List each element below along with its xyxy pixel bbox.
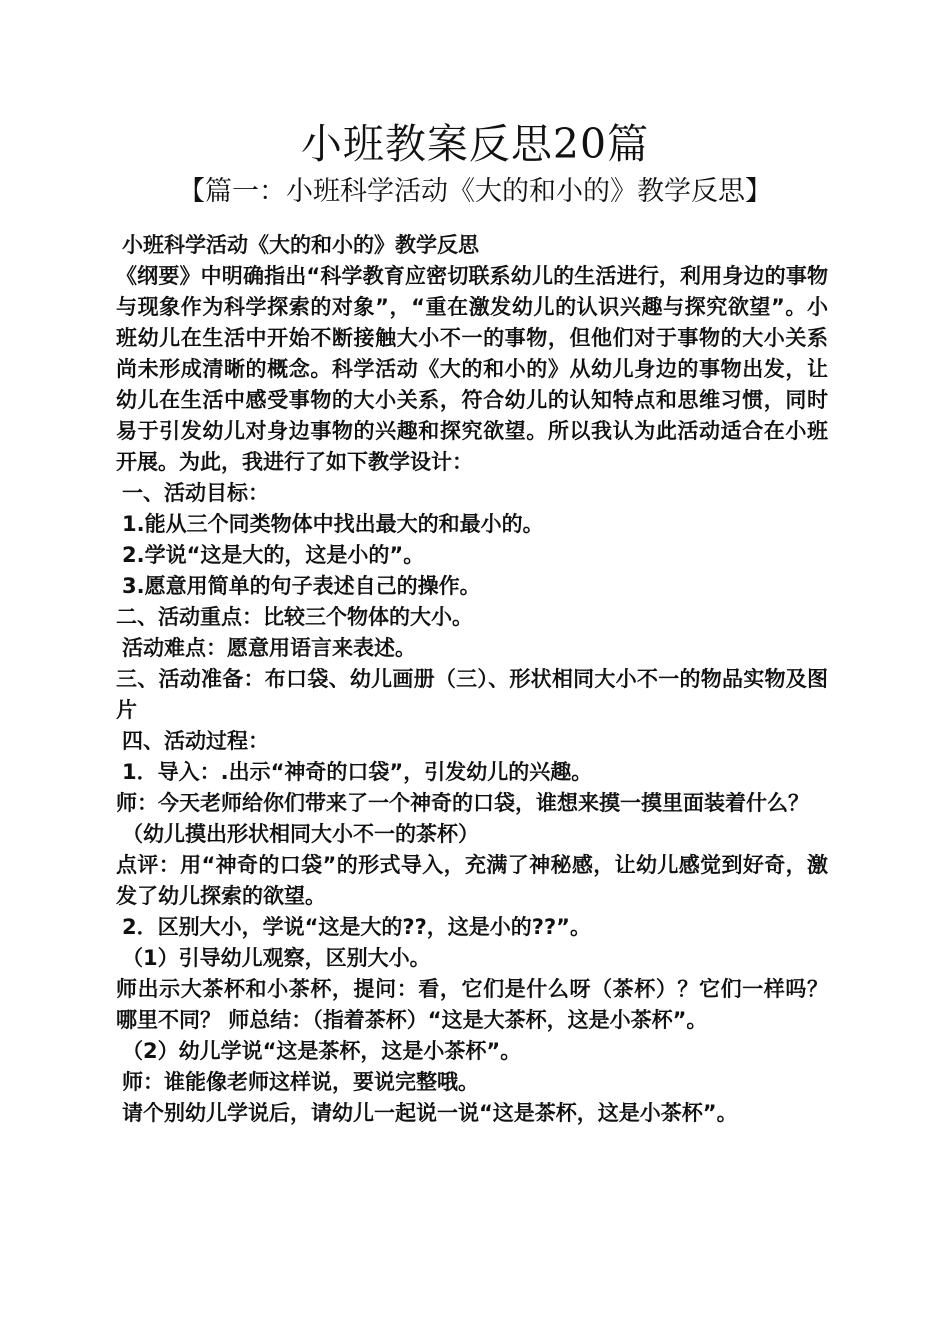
paragraph-teacher-4: 请个别幼儿学说后，请幼儿一起说一说“这是茶杯，这是小茶杯”。 bbox=[122, 1101, 738, 1125]
document-body bbox=[116, 230, 828, 1129]
paragraph-goal-2: 2.学说“这是大的，这是小的”。 bbox=[122, 543, 425, 567]
paragraph-difficulty: 活动难点：愿意用语言来表述。 bbox=[122, 636, 416, 660]
paragraph-teacher-3: 师：谁能像老师这样说，要说完整哦。 bbox=[122, 1070, 479, 1094]
paragraph-step-2-1: （1）引导幼儿观察，区别大小。 bbox=[122, 946, 431, 970]
paragraph-step-1: 1．导入：.出示“神奇的口袋”，引发幼儿的兴趣。 bbox=[122, 760, 593, 784]
paragraph-teacher-1: 师：今天老师给你们带来了一个神奇的口袋，谁想来摸一摸里面装着什么？ bbox=[116, 791, 809, 815]
paragraph-process-heading: 四、活动过程： bbox=[122, 729, 269, 753]
paragraph-heading: 小班科学活动《大的和小的》教学反思 bbox=[122, 233, 479, 257]
paragraph-step-2: 2．区别大小，学说“这是大的??，这是小的??”。 bbox=[122, 915, 591, 939]
paragraph-intro: 《纲要》中明确指出“科学教育应密切联系幼儿的生活进行，利用身边的事物与现象作为科学探索的对象”，“重在激发幼儿的认识兴趣与探究欲望”。小班幼儿在生活中开始不断接触大小不一的事物，但他们对于事物的大小关系尚未形成清晰的概念。科学活动《大的和小的》从幼儿身边的事物出发，让幼儿在生活中感受事物的大小关系，符合幼儿的认知特点和思维习惯，同时易于引发幼儿对身边事物的兴趣和探究欲望。所以我认为此活动适合在小班开展。为此，我进行了如下教学设计： bbox=[116, 264, 828, 474]
paragraph-key-point: 二、活动重点：比较三个物体的大小。 bbox=[116, 605, 473, 629]
section-heading: 【篇一：小班科学活动《大的和小的》教学反思】 bbox=[178, 176, 772, 207]
paragraph-note-1: （幼儿摸出形状相同大小不一的茶杯） bbox=[122, 822, 479, 846]
paragraph-goal-3: 3.愿意用简单的句子表述自己的操作。 bbox=[122, 574, 481, 598]
paragraph-preparation: 三、活动准备：布口袋、幼儿画册（三）、形状相同大小不一的物品实物及图片 bbox=[116, 667, 828, 722]
paragraph-step-2-2: （2）幼儿学说“这是茶杯，这是小茶杯”。 bbox=[122, 1039, 522, 1063]
paragraph-teacher-2: 师出示大茶杯和小茶杯，提问：看，它们是什么呀（茶杯）？它们一样吗？哪里不同？ 师总结：（指着茶杯）“这是大茶杯，这是小茶杯”。 bbox=[116, 977, 828, 1032]
paragraph-comment-1: 点评：用“神奇的口袋”的形式导入，充满了神秘感，让幼儿感觉到好奇，激发了幼儿探索的欲望。 bbox=[116, 853, 828, 908]
paragraph-goal-1: 1.能从三个同类物体中找出最大的和最小的。 bbox=[122, 512, 544, 536]
paragraph-goals-heading: 一、活动目标： bbox=[122, 481, 269, 505]
document-title: 小班教案反思20篇 bbox=[300, 120, 650, 168]
